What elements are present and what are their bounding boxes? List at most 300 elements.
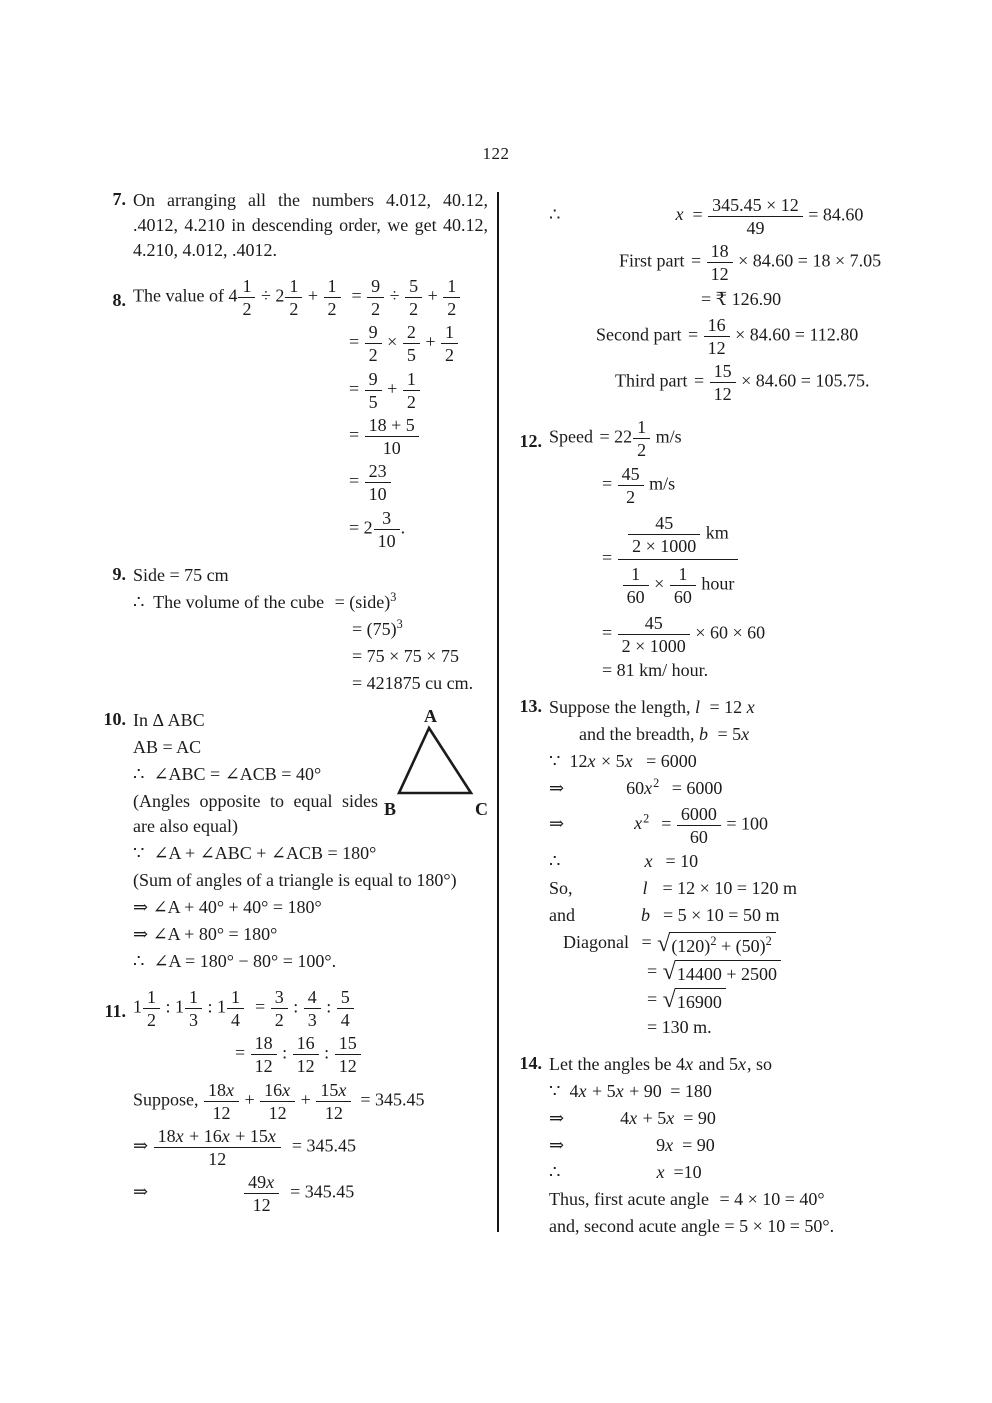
fraction-numerator: [304, 986, 321, 1009]
fraction: [365, 321, 382, 365]
math-text: =: [641, 932, 657, 953]
math-text: (120): [671, 935, 711, 956]
fraction-numerator: [293, 1032, 319, 1055]
math-text: = 5: [712, 723, 742, 744]
spacer: [573, 893, 643, 894]
left-column: [96, 186, 488, 1227]
math-variable: x: [644, 851, 653, 872]
solution-line: [352, 644, 488, 669]
math-text: = 100: [721, 813, 769, 834]
math-text: :: [319, 1042, 334, 1063]
math-text: 16: [264, 1079, 283, 1100]
spacer: [651, 920, 663, 921]
math-text: 2: [626, 486, 636, 507]
math-text: km: [701, 522, 729, 543]
solution-line: [349, 321, 488, 365]
math-text: =: [255, 996, 270, 1017]
math-text: ÷: [385, 285, 405, 306]
fraction: [251, 1032, 277, 1076]
math-text: ×: [649, 573, 669, 594]
exponent: 3: [390, 589, 397, 604]
spacer: [560, 219, 675, 220]
solution-line: [133, 1079, 488, 1123]
math-variable: x: [578, 1081, 587, 1102]
spacer: [342, 300, 352, 301]
exponent: 2: [643, 811, 650, 826]
fraction-numerator: [403, 368, 420, 391]
spacer: [564, 828, 634, 829]
spacer: [634, 766, 642, 767]
math-text: =: [687, 323, 703, 344]
fraction-numerator: [335, 1032, 361, 1055]
math-text: 3: [382, 507, 392, 528]
fraction: [154, 1125, 281, 1169]
fraction: [335, 1032, 361, 1076]
math-variable: x: [624, 750, 633, 771]
math-text: ⇒: [549, 1108, 565, 1129]
math-text: = 75 × 75 × 75: [352, 645, 459, 666]
spacer: [245, 1011, 255, 1012]
radicand: [675, 960, 781, 985]
math-variable: x: [634, 813, 643, 834]
square-root: [663, 960, 781, 985]
problem-number: 9.: [112, 563, 126, 584]
math-text: = 81 km/ hour.: [602, 659, 709, 680]
solution-line: [647, 987, 922, 1013]
math-text: = 4 × 10 = 40°: [719, 1189, 825, 1210]
problem-item: [96, 986, 488, 1216]
fraction-numerator: [260, 1079, 295, 1102]
math-text: =: [351, 285, 367, 306]
math-text: 12: [208, 1148, 227, 1169]
math-text: 2: [242, 299, 252, 320]
fraction-denominator: [623, 586, 649, 607]
math-text: = 90: [682, 1135, 715, 1156]
problem-solution: [549, 695, 922, 1040]
math-text: =: [692, 204, 708, 225]
math-text: Let the angles be 4: [549, 1054, 685, 1075]
math-variable: x: [267, 1125, 276, 1146]
exponent: 2: [710, 933, 717, 948]
math-variable: x: [684, 1054, 693, 1075]
math-text: Third part: [615, 370, 692, 391]
fraction-numerator: [618, 509, 739, 560]
math-text: ∴: [549, 851, 561, 872]
math-text: ∴ ∠A = 180° − 80° = 100°.: [133, 950, 337, 971]
fraction: [670, 563, 696, 607]
math-text: 1: [147, 986, 156, 1007]
fraction-numerator: [374, 507, 400, 530]
exponent: 2: [653, 775, 660, 790]
fraction-numerator: [441, 321, 458, 344]
math-text: 1: [289, 276, 299, 296]
math-text: 4: [340, 1010, 350, 1031]
spacer: [564, 1150, 656, 1151]
solution-line: [549, 749, 922, 774]
math-text: ⇒ ∠A + 80° = 180°: [133, 923, 278, 944]
math-variable: x: [741, 723, 750, 744]
math-text: 5: [409, 276, 419, 296]
fraction: [618, 612, 690, 656]
fraction-denominator: [365, 437, 419, 458]
math-text: 18 + 5: [368, 414, 415, 435]
math-text: hour: [696, 573, 735, 594]
problem-item: [96, 563, 488, 696]
problem-item: [96, 705, 488, 974]
fraction-numerator: [403, 321, 420, 344]
fraction-denominator: [628, 535, 700, 556]
math-text: ∵ 12: [549, 750, 588, 771]
solution-line: [549, 1187, 922, 1212]
fraction: [441, 321, 458, 365]
math-text: + 15: [230, 1125, 268, 1146]
fraction: [271, 986, 288, 1030]
fraction-denominator: [204, 1102, 239, 1123]
math-text: =: [349, 331, 364, 352]
math-text: +: [420, 331, 440, 352]
math-text: 12: [212, 1102, 231, 1123]
triangle-label-b: B: [384, 798, 397, 819]
fraction: [293, 1032, 319, 1076]
solution-line: [549, 1106, 922, 1131]
math-text: 16900: [676, 992, 722, 1013]
math-text: ∵ ∠A + ∠ABC + ∠ACB = 180°: [133, 842, 377, 863]
solution-line: [549, 876, 922, 901]
math-text: ⇒: [549, 813, 565, 834]
solution-line: [133, 986, 488, 1030]
fraction-denominator: [405, 298, 422, 319]
fraction-denominator: [677, 826, 721, 847]
math-text: 1: [444, 322, 454, 343]
math-text: 5: [340, 986, 350, 1007]
column-divider: [497, 192, 499, 1232]
solution-line: [352, 671, 488, 696]
math-variable: x: [675, 204, 684, 225]
math-text: 49: [746, 218, 765, 239]
math-text: 9: [371, 276, 381, 296]
math-text: 16: [296, 1033, 315, 1054]
math-text: = 22: [599, 426, 633, 447]
math-text: +: [296, 1088, 316, 1109]
spacer: [280, 1196, 290, 1197]
fraction: [204, 1079, 239, 1123]
fraction-numerator: [154, 1125, 281, 1148]
math-variable: x: [587, 750, 596, 771]
fraction-numerator: [618, 612, 690, 635]
math-text: 3: [307, 1010, 317, 1031]
fraction-numerator: [227, 986, 244, 1009]
math-text: m/s: [644, 472, 676, 493]
fraction-denominator: [618, 486, 644, 507]
math-text: 1: [631, 564, 641, 585]
fraction-numerator: [677, 803, 721, 826]
math-text: and 5: [693, 1054, 738, 1075]
math-text: 12: [710, 264, 729, 285]
problem-item: [512, 1052, 922, 1239]
math-text: 15: [320, 1079, 339, 1100]
math-text: =: [647, 960, 662, 981]
fraction-denominator: [260, 1102, 295, 1123]
math-text: 2: [147, 1010, 156, 1031]
spacer: [674, 1150, 682, 1151]
fraction: [403, 321, 420, 365]
fraction-numerator: [707, 240, 733, 263]
solution-line: [133, 590, 488, 615]
fraction-denominator: [707, 263, 733, 284]
fraction-denominator: [244, 1194, 279, 1215]
fraction-denominator: [185, 1009, 202, 1030]
math-text: Thus, first acute angle: [549, 1189, 714, 1210]
solution-line: [133, 1171, 488, 1215]
math-text: 12: [268, 1102, 287, 1123]
math-text: 12: [252, 1195, 271, 1216]
fraction: [618, 463, 644, 507]
solution-line: [133, 841, 488, 866]
math-text: +: [423, 285, 443, 306]
fraction-denominator: [374, 530, 400, 551]
math-text: 5: [368, 391, 378, 412]
math-text: = 130 m.: [647, 1017, 712, 1038]
math-text: +: [240, 1088, 260, 1109]
fraction: [337, 986, 354, 1030]
problem-item: [512, 194, 922, 404]
math-text: ∴ ∠ABC = ∠ACB = 40°: [133, 763, 322, 784]
math-text: × 84.60 = 105.75.: [736, 370, 870, 391]
math-text: and the breadth,: [579, 723, 699, 744]
math-text: Suppose,: [133, 1088, 204, 1109]
math-text: +: [382, 377, 402, 398]
fraction-numerator: [443, 275, 460, 298]
math-text: ⇒: [549, 777, 565, 798]
math-text: 2: [444, 345, 454, 366]
fraction-numerator: [628, 512, 700, 535]
math-text: 23: [368, 461, 387, 482]
solution-line: [549, 1160, 922, 1185]
math-text: = 6000: [667, 777, 723, 798]
fraction-numerator: [238, 275, 255, 298]
solution-line: [563, 930, 922, 956]
fraction-denominator: [704, 337, 730, 358]
triangle-shape-icon: [394, 725, 478, 797]
math-text: = 345.45: [291, 1135, 357, 1156]
math-text: m/s: [651, 426, 682, 447]
spacer: [148, 1196, 243, 1197]
fraction: [633, 416, 650, 460]
fraction-denominator: [154, 1148, 281, 1169]
solution-line: [549, 1079, 922, 1104]
solution-line: On arranging all the numbers 4.012, 40.12, .4012, 4.210 in descending order, we get 40.12, 4.210, 4.012, .4012.: [133, 190, 488, 260]
fraction: [677, 803, 721, 847]
math-text: 1: [327, 276, 337, 296]
math-text: 2: [406, 391, 416, 412]
fraction-denominator: [316, 1102, 351, 1123]
problem-item: [96, 188, 488, 263]
math-text: = 12 × 10 = 120 m: [662, 878, 797, 899]
problem-number: 12.: [519, 431, 542, 452]
fraction-denominator: [335, 1055, 361, 1076]
spacer: [649, 828, 661, 829]
math-text: 10: [368, 484, 387, 505]
math-text: 4: [307, 986, 317, 1007]
math-text: 60: [689, 826, 708, 847]
math-text: ∴: [549, 204, 561, 225]
math-text: AB = AC: [133, 736, 202, 757]
fraction: [238, 275, 255, 319]
fraction-numerator: [708, 194, 803, 217]
triangle-label-c: C: [475, 798, 488, 819]
problem-solution: [549, 1052, 922, 1239]
math-text: = 180: [670, 1081, 712, 1102]
math-text: = 6000: [641, 750, 697, 771]
math-text: 3: [189, 1010, 199, 1031]
fraction-numerator: [618, 463, 644, 486]
math-text: ÷ 2: [256, 285, 285, 306]
solution-line: [647, 959, 922, 985]
fraction-numerator: [670, 563, 696, 586]
fraction-numerator: [324, 275, 341, 298]
math-text: and, second acute angle = 5 × 10 = 50°.: [549, 1216, 835, 1237]
math-text: ⇒ ∠A + 40° + 40° = 180°: [133, 896, 322, 917]
fraction-numerator: [633, 416, 650, 439]
math-text: =: [602, 621, 617, 642]
math-text: Side = 75 cm: [133, 564, 229, 585]
math-text: 12: [338, 1056, 357, 1077]
math-text: = 421875 cu cm.: [352, 672, 474, 693]
math-text: 1: [678, 564, 688, 585]
math-text: and: [549, 905, 575, 926]
math-text: 2: [409, 299, 419, 320]
fraction-numerator: [316, 1079, 351, 1102]
fraction-numerator: [710, 360, 736, 383]
problem-solution: [549, 194, 922, 404]
math-text: =10: [673, 1162, 702, 1183]
math-text: Second part: [596, 323, 686, 344]
math-text: 2: [371, 299, 381, 320]
math-text: 1: [189, 986, 199, 1007]
math-text: 12: [254, 1056, 273, 1077]
fraction-denominator: [618, 635, 690, 656]
spacer: [282, 1150, 292, 1151]
math-text: Suppose the length,: [549, 696, 695, 717]
math-text: = ₹ 126.90: [701, 288, 782, 309]
fraction-denominator: [618, 560, 739, 609]
fraction-denominator: [337, 1009, 354, 1030]
math-text: First part: [619, 250, 689, 271]
math-text: ∴: [549, 1162, 561, 1183]
solution-line: [133, 1125, 488, 1169]
math-text: 4: [231, 1010, 241, 1031]
solution-line: [549, 194, 922, 238]
math-text: 18: [710, 241, 729, 262]
solution-line: [133, 563, 488, 588]
math-text: 15: [338, 1033, 357, 1054]
math-variable: x: [656, 1162, 665, 1183]
math-text: 9: [368, 322, 378, 343]
math-text: 60: [626, 777, 645, 798]
math-text: ∴ The volume of the cube: [133, 591, 329, 612]
math-text: 12: [707, 337, 726, 358]
solution-line: [133, 895, 488, 920]
radical-icon: √: [657, 930, 671, 957]
solution-line: [549, 695, 922, 720]
fraction-denominator: [143, 1009, 160, 1030]
math-text: + (50): [716, 935, 766, 956]
math-text: 2: [406, 322, 416, 343]
math-variable: b: [641, 905, 650, 926]
solution-line: [133, 949, 488, 974]
fraction-denominator: [443, 298, 460, 319]
problem-solution: [133, 986, 488, 1216]
math-text: 1: [406, 368, 416, 389]
math-text: =: [349, 377, 364, 398]
fraction-denominator: [403, 344, 420, 365]
math-text: Diagonal: [563, 932, 634, 953]
solution-line: [619, 240, 922, 284]
problem-solution: [133, 188, 488, 263]
problem-item: [96, 275, 488, 551]
solution-line: [352, 617, 488, 642]
solution-line: [549, 776, 922, 801]
math-text: 18: [157, 1125, 176, 1146]
math-text: 60: [673, 587, 692, 608]
fraction: [365, 414, 419, 458]
math-variable: x: [175, 1125, 184, 1146]
fraction: [704, 314, 730, 358]
fraction: [443, 275, 460, 319]
solution-line: [235, 1032, 488, 1076]
math-variable: x: [615, 1081, 624, 1102]
math-text: 60: [626, 587, 645, 608]
problem-number: 14.: [519, 1053, 542, 1074]
fraction: [405, 275, 422, 319]
spacer: [560, 1177, 656, 1178]
fraction-numerator: [185, 986, 202, 1009]
math-variable: x: [282, 1079, 291, 1100]
math-text: .: [400, 516, 406, 537]
problem-number: 7.: [112, 189, 126, 209]
math-text: 12: [296, 1056, 315, 1077]
math-variable: x: [338, 1079, 347, 1100]
fraction: [227, 986, 244, 1030]
fraction: [708, 194, 803, 238]
math-text: = 90: [683, 1108, 716, 1129]
problem-solution: [133, 705, 488, 974]
math-text: = 10: [665, 851, 699, 872]
solution-line: [596, 314, 922, 358]
fraction-numerator: [365, 414, 419, 437]
solution-line: [647, 1015, 922, 1040]
triangle-label-a: A: [424, 705, 437, 726]
math-text: + 5: [587, 1081, 616, 1102]
math-variable: x: [666, 1108, 675, 1129]
solution-line: [549, 903, 922, 928]
math-text: : 1: [161, 996, 185, 1017]
math-text: 4: [620, 1108, 630, 1129]
spacer: [575, 920, 641, 921]
math-text: × 5: [596, 750, 625, 771]
math-text: 16: [707, 314, 726, 335]
math-text: 18: [208, 1079, 227, 1100]
math-text: So,: [549, 878, 573, 899]
fraction-denominator: [365, 391, 382, 412]
math-text: = 345.45: [360, 1088, 425, 1109]
math-text: 12: [324, 1102, 343, 1123]
fraction-denominator: [285, 298, 302, 319]
problem-number: 13.: [519, 695, 542, 716]
spacer: [649, 893, 663, 894]
radical-icon: √: [662, 958, 676, 985]
fraction-denominator: [324, 298, 341, 319]
